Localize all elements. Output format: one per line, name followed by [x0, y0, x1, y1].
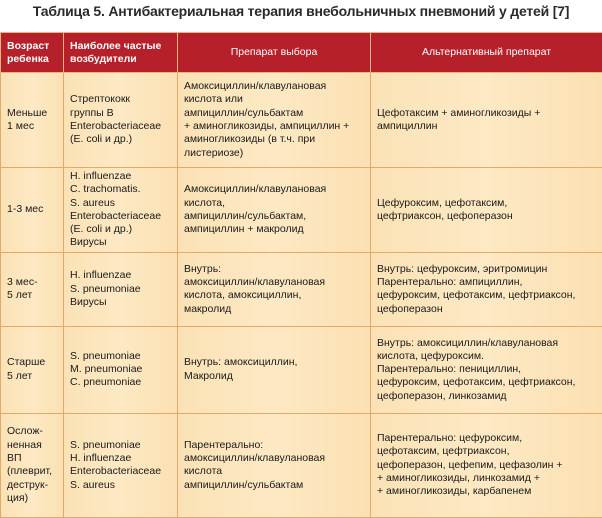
cell-alternative: Цефотаксим + аминогликозиды + ампициллин [371, 73, 602, 168]
header-drug-of-choice: Препарат выбора [178, 33, 371, 73]
cell-drug-of-choice: Амоксициллин/клавулановая кислота или ампициллин/сульбактам + аминогликозиды, ампициллин + аминогликозиды (в т.ч. при листериозе) [178, 73, 371, 168]
cell-pathogens: H. influenzae S. pneumoniae Вирусы [64, 252, 178, 326]
cell-age: Ослож- ненная ВП (плеврит, деструк- ция) [1, 413, 64, 517]
table-row [1, 413, 602, 517]
cell-age: 3 мес- 5 лет [1, 252, 64, 326]
cell-drug-of-choice: Амоксициллин/клавулановая кислота, ампициллин/сульбактам, ампициллин + макролид [178, 168, 371, 253]
cell-alternative: Цефуроксим, цефотаксим, цефтриаксон, цефоперазон [371, 168, 602, 253]
cell-alternative: Парентерально: цефуроксим, цефотаксим, цефтриаксон, цефоперазон, цефепим, цефазолин + + аминогликозиды, линкозамид + + аминогликозиды, карбапенем [371, 413, 602, 517]
cell-alternative: Внутрь: цефуроксим, эритромицин Парентерально: ампициллин, цефуроксим, цефотаксим, цефтриаксон, цефоперазон [371, 252, 602, 326]
cell-age: Меньше 1 мес [1, 73, 64, 168]
header-age: Возраст ребенка [1, 33, 64, 73]
cell-drug-of-choice: Парентерально: амоксициллин/клавулановая кислота ампициллин/сульбактам [178, 413, 371, 517]
cell-age: 1-3 мес [1, 168, 64, 253]
table-title: Таблица 5. Антибактериальная терапия внебольничных пневмоний у детей [7] [0, 0, 602, 24]
cell-drug-of-choice: Внутрь: амоксициллин, Макролид [178, 326, 371, 413]
table-row [1, 168, 602, 253]
cell-pathogens: S. pneumoniae M. pneumoniae C. pneumoniae [64, 326, 178, 413]
cell-age: Старше 5 лет [1, 326, 64, 413]
cell-pathogens: S. pneumoniae H. influenzae Enterobacteriaceae S. aureus [64, 413, 178, 517]
table-header-row [1, 33, 602, 73]
cell-pathogens: Стрептококк группы В Enterobacteriaceae (E. coli и др.) [64, 73, 178, 168]
cell-pathogens: H. influenzae C. trachomatis. S. aureus Enterobacteriaceae (E. coli и др.) Вирусы [64, 168, 178, 253]
table-row [1, 73, 602, 168]
cell-alternative: Внутрь: амоксициллин/клавулановая кислота, цефуроксим. Парентерально: пенициллин, цефуроксим, цефотаксим, цефтриаксон, цефоперазон, линкозамид [371, 326, 602, 413]
cell-drug-of-choice: Внутрь: амоксициллин/клавулановая кислота, амоксициллин, макролид [178, 252, 371, 326]
table-row [1, 326, 602, 413]
table-row [1, 252, 602, 326]
header-pathogens: Наиболее частые возбудители [64, 33, 178, 73]
antibiotic-therapy-table [0, 32, 602, 518]
header-alternative: Альтернативный препарат [371, 33, 602, 73]
